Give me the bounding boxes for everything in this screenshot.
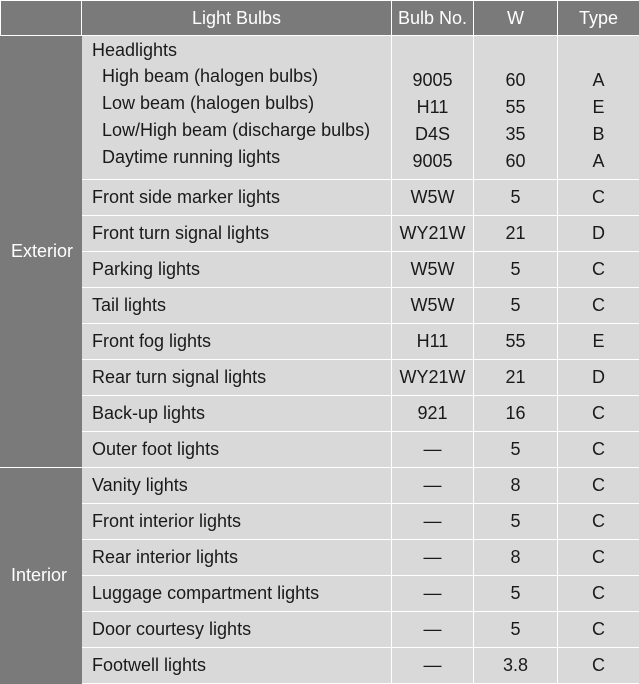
- row-name: Rear turn signal lights: [82, 360, 392, 396]
- row-watts: 16: [474, 396, 558, 432]
- headlight-item-watts: 60: [505, 70, 526, 90]
- table-row: [1, 396, 639, 432]
- row-watts: 8: [474, 468, 558, 504]
- row-watts: 55: [474, 324, 558, 360]
- row-type: C: [558, 612, 639, 648]
- headlight-item-watts: 35: [505, 124, 526, 144]
- table-row: [1, 504, 639, 540]
- table-row: [1, 216, 639, 252]
- row-type: E: [558, 324, 639, 360]
- headlight-item-name: Daytime running lights: [102, 147, 281, 167]
- row-type: C: [558, 432, 639, 468]
- category-exterior: Exterior: [1, 36, 82, 468]
- row-bulb: —: [392, 504, 474, 540]
- headlight-item-type: A: [592, 70, 605, 90]
- headlights-watts-cell: [474, 36, 558, 180]
- row-watts: 5: [474, 180, 558, 216]
- table-row: [1, 180, 639, 216]
- row-bulb: WY21W: [392, 360, 474, 396]
- row-bulb: —: [392, 540, 474, 576]
- table-row: [1, 252, 639, 288]
- row-type: D: [558, 360, 639, 396]
- row-name: Parking lights: [82, 252, 392, 288]
- headlight-item-name: Low beam (halogen bulbs): [102, 93, 315, 113]
- headlight-item-bulb: 9005: [412, 151, 453, 171]
- row-name: Footwell lights: [82, 648, 392, 684]
- table-row-headlights: [1, 36, 639, 180]
- row-name: Luggage compartment lights: [82, 576, 392, 612]
- row-bulb: —: [392, 612, 474, 648]
- headlight-item-bulb: D4S: [414, 124, 450, 144]
- row-type: C: [558, 252, 639, 288]
- row-name: Front interior lights: [82, 504, 392, 540]
- row-type: C: [558, 180, 639, 216]
- row-name: Front fog lights: [82, 324, 392, 360]
- table-row: [1, 648, 639, 684]
- table-row: [1, 468, 639, 504]
- row-type: D: [558, 216, 639, 252]
- row-name: Back-up lights: [82, 396, 392, 432]
- headlights-title: Headlights: [92, 40, 178, 60]
- header-light-bulbs: Light Bulbs: [82, 1, 392, 36]
- row-watts: 5: [474, 432, 558, 468]
- category-interior: Interior: [1, 468, 82, 684]
- row-type: C: [558, 576, 639, 612]
- headlights-bulb-cell: [392, 36, 474, 180]
- headlight-item-bulb: H11: [416, 97, 449, 117]
- row-bulb: 921: [392, 396, 474, 432]
- header-bulb-no: Bulb No.: [392, 1, 474, 36]
- row-watts: 5: [474, 612, 558, 648]
- row-name: Front side marker lights: [82, 180, 392, 216]
- table-row: [1, 540, 639, 576]
- table-row: [1, 288, 639, 324]
- headlight-item-name: Low/High beam (discharge bulbs): [102, 120, 371, 140]
- row-watts: 5: [474, 576, 558, 612]
- row-type: C: [558, 504, 639, 540]
- row-bulb: W5W: [392, 180, 474, 216]
- headlight-item-type: B: [592, 124, 605, 144]
- headlight-item-type: E: [592, 97, 605, 117]
- row-name: Rear interior lights: [82, 540, 392, 576]
- table-row: [1, 576, 639, 612]
- row-bulb: WY21W: [392, 216, 474, 252]
- headlights-name-cell: [82, 36, 392, 180]
- header-row: [1, 1, 639, 36]
- row-bulb: W5W: [392, 252, 474, 288]
- row-bulb: —: [392, 648, 474, 684]
- row-bulb: —: [392, 468, 474, 504]
- row-bulb: —: [392, 576, 474, 612]
- headlight-item-bulb: 9005: [412, 70, 453, 90]
- header-category: [1, 1, 82, 36]
- row-type: C: [558, 648, 639, 684]
- header-type: Type: [558, 1, 639, 36]
- table-row: [1, 432, 639, 468]
- row-watts: 5: [474, 504, 558, 540]
- table-row: [1, 324, 639, 360]
- header-watts: W: [474, 1, 558, 36]
- row-type: C: [558, 540, 639, 576]
- row-name: Outer foot lights: [82, 432, 392, 468]
- row-type: C: [558, 288, 639, 324]
- row-name: Door courtesy lights: [82, 612, 392, 648]
- row-bulb: H11: [392, 324, 474, 360]
- headlights-type-cell: [558, 36, 639, 180]
- row-watts: 5: [474, 252, 558, 288]
- row-watts: 3.8: [474, 648, 558, 684]
- row-bulb: —: [392, 432, 474, 468]
- row-type: C: [558, 468, 639, 504]
- row-watts: 5: [474, 288, 558, 324]
- headlight-item-watts: 55: [505, 97, 526, 117]
- row-name: Vanity lights: [82, 468, 392, 504]
- row-type: C: [558, 396, 639, 432]
- row-watts: 8: [474, 540, 558, 576]
- row-bulb: W5W: [392, 288, 474, 324]
- row-watts: 21: [474, 216, 558, 252]
- row-watts: 21: [474, 360, 558, 396]
- headlight-item-name: High beam (halogen bulbs): [102, 66, 319, 86]
- headlight-item-type: A: [592, 151, 605, 171]
- headlight-item-watts: 60: [505, 151, 526, 171]
- table-row: [1, 360, 639, 396]
- row-name: Front turn signal lights: [82, 216, 392, 252]
- table-row: [1, 612, 639, 648]
- row-name: Tail lights: [82, 288, 392, 324]
